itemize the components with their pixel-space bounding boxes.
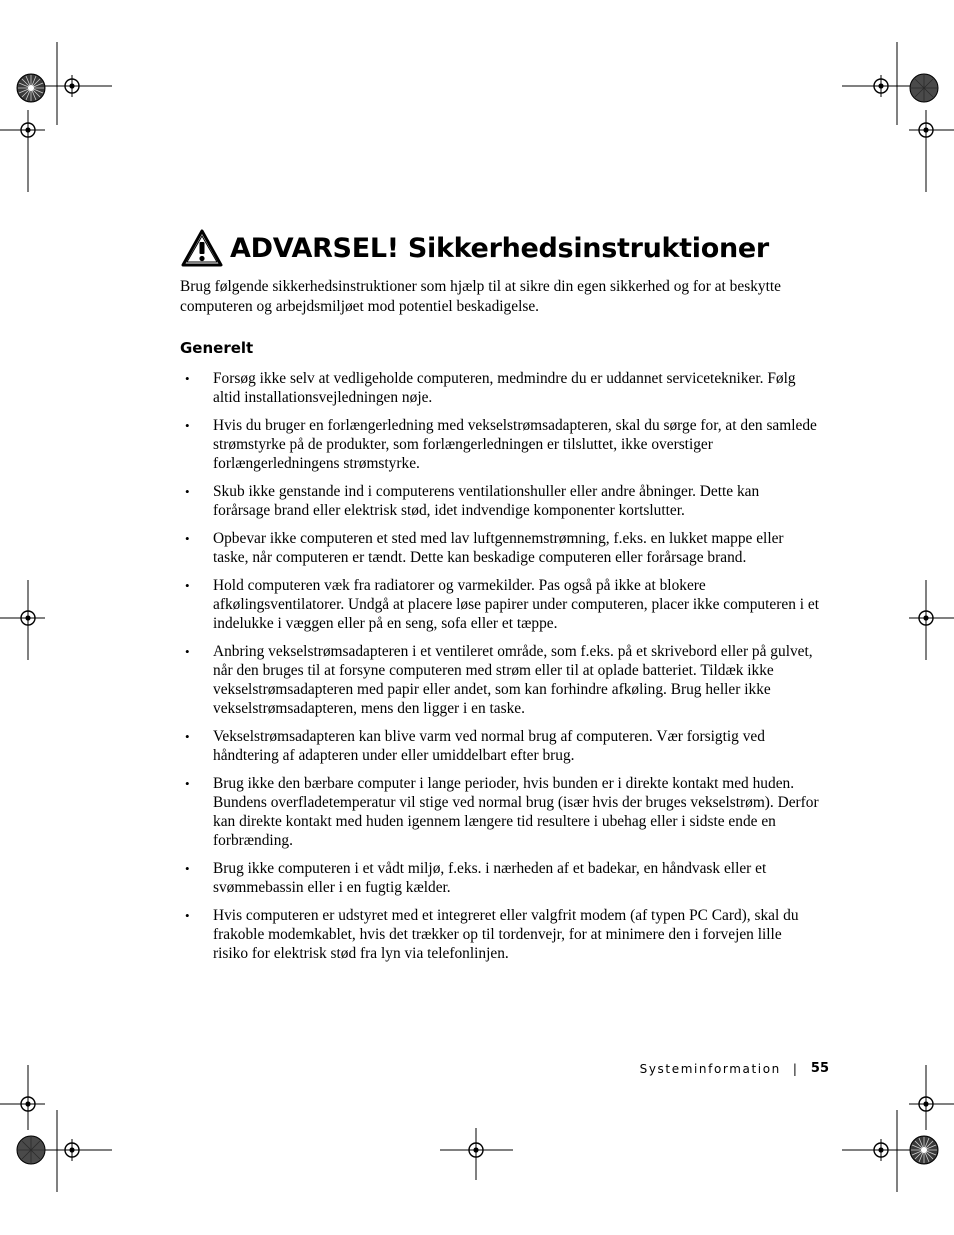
list-item-text: Brug ikke computeren i et vådt miljø, f.eks. i nærheden af et badekar, en håndvask eller et svømmebassin eller i en fugtig kælder. [213,860,767,896]
list-item [180,906,820,963]
warning-triangle-icon [180,228,224,268]
footer-section-name: Systeminformation [639,1061,781,1076]
registration-mark-icon [61,75,83,97]
star-target-icon [17,1136,45,1164]
page-footer [640,1061,829,1076]
footer-separator: | [792,1061,797,1076]
bullet-marker: • [185,484,190,499]
bullet-marker: • [185,531,190,546]
star-target-icon [910,1136,938,1164]
list-item-text: Hold computeren væk fra radiatorer og varmekilder. Pas også på ikke at blokere afkølingsventilatorer. Undgå at placere løse papirer under computeren, placer ikke computeren i et indelukke i væggen eller på en seng, sofa eller et tæppe. [213,577,819,632]
page-number: 55 [810,1061,829,1076]
registration-mark-icon [17,1093,39,1115]
list-item-text: Skub ikke genstande ind i computerens ventilationshuller eller andre åbninger. Dette kan forårsage brand eller elektrisk stød, idet indvendige komponenter kortslutter. [213,483,760,519]
page-title-row [180,228,769,268]
list-item-text: Anbring vekselstrømsadapteren i et ventileret område, som f.eks. på et skrivebord eller på gulvet, når den bruges til at forsyne computeren med strøm eller til at oplade batteriet. Tildæk ikke vekselstrømsadapteren med papir eller andet, som kan forhindre afkøling. Brug heller ikke vekselstrømsadapteren, mens den ligger i en taske. [213,643,813,717]
page-title: ADVARSEL! Sikkerhedsinstruktioner [230,232,769,264]
registration-mark-icon [870,75,892,97]
intro-paragraph: Brug følgende sikkerhedsinstruktioner som hjælp til at sikre din egen sikkerhed og for at beskytte computeren og arbejdsmiljøet mod potentiel beskadigelse. [180,278,781,315]
registration-mark-icon [465,1139,487,1161]
bullet-marker: • [185,776,190,791]
list-item [180,369,820,407]
bullet-marker: • [185,371,190,386]
safety-bullet-list [180,369,820,972]
list-item [180,416,820,473]
list-item-text: Hvis computeren er udstyret med et integreret eller valgfrit modem (af typen PC Card), skal du frakoble modemkablet, hvis det trækker op til tordenvejr, for at minimere den i forvejen lille risiko for elektrisk stød fra lyn via telefonlinjen. [213,907,799,962]
registration-mark-icon [870,1139,892,1161]
list-item-text: Vekselstrømsadapteren kan blive varm ved normal brug af computeren. Vær forsigtig ved håndtering af adapteren under eller umiddelbart efter brug. [213,728,765,764]
star-target-icon [910,74,938,102]
list-item-text: Forsøg ikke selv at vedligeholde computeren, medmindre du er uddannet servicetekniker. Følg altid installationsvejledningen nøje. [213,370,796,406]
registration-mark-icon [915,607,937,629]
list-item [180,859,820,897]
list-item-text: Brug ikke den bærbare computer i lange perioder, hvis bunden er i direkte kontakt med huden. Bundens overfladetemperatur vil stige ved normal brug (især hvis der bruges vekselstrøm). Derfor kan direkte kontakt med huden igennem længere tid resultere i ubehag eller i sidste ende en forbrænding. [213,775,819,849]
list-item [180,482,820,520]
bullet-marker: • [185,578,190,593]
list-item [180,642,820,718]
bullet-marker: • [185,729,190,744]
list-item [180,576,820,633]
bullet-marker: • [185,908,190,923]
registration-mark-icon [915,119,937,141]
list-item-text: Hvis du bruger en forlængerledning med vekselstrømsadapteren, skal du sørge for, at den samlede strømstyrke på de produkter, som forlængerledningen er tilsluttet, ikke overstiger forlængerledningens strømstyrke. [213,417,817,472]
bullet-marker: • [185,644,190,659]
star-target-icon [17,74,45,102]
section-heading: Generelt [180,339,254,357]
list-item [180,727,820,765]
registration-mark-icon [17,607,39,629]
bullet-marker: • [185,418,190,433]
list-item-text: Opbevar ikke computeren et sted med lav luftgennemstrømning, f.eks. en lukket mappe eller taske, når computeren er tændt. Dette kan beskadige computeren eller forårsage brand. [213,530,784,566]
registration-mark-icon [61,1139,83,1161]
list-item [180,774,820,850]
registration-mark-icon [915,1093,937,1115]
bullet-marker: • [185,861,190,876]
list-item [180,529,820,567]
registration-mark-icon [17,119,39,141]
